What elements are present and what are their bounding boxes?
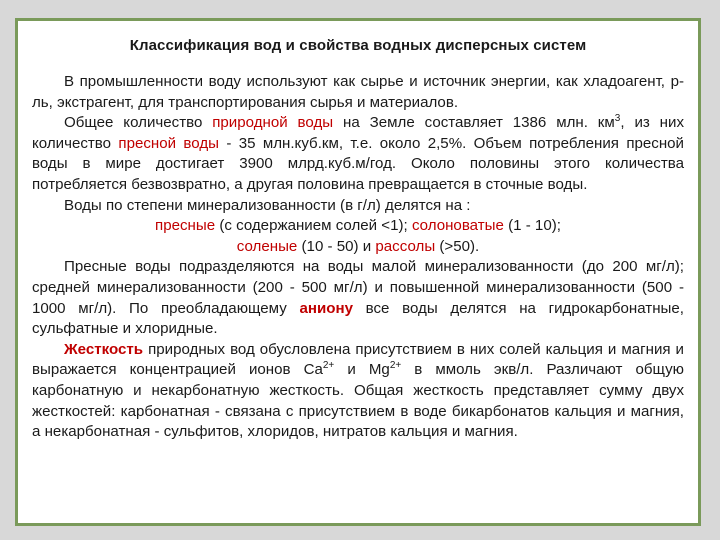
slide-frame [15, 18, 701, 526]
brackish-range-text: (1 - 10); [503, 217, 561, 235]
paragraph-water-amount [32, 113, 684, 195]
saline-range-text: (10 - 50) и [297, 237, 376, 255]
fresh-range-text: (с содержанием солей <1); [215, 217, 412, 235]
fresh-subdivision-text-2: все воды делятся на гидрокарбонатные, сульфатные и хлоридные. [32, 299, 684, 338]
line-saline-brine [32, 237, 684, 258]
brackish-term: солоноватые [411, 217, 504, 235]
line-fresh-brackish [32, 216, 684, 237]
brine-term: рассолы [375, 237, 436, 255]
water-amount-text-1: Общее количество [64, 114, 213, 132]
hardness-text-3: в ммоль экв/л. Различают общую карбонатную и некарбонатную жесткость. Общая жесткость представляет сумму двух жесткостей: карбонатная - связана с присутствием в воде бикарбонатов кальция и магния, а некарбонатная - сульфитов, хлоридов, нитратов кальция и магния. [32, 361, 684, 441]
paragraph-fresh-subdivision [32, 257, 684, 339]
paragraph-mineralization-intro [32, 196, 684, 217]
paragraph-hardness [32, 340, 684, 443]
fresh-subdivision-text-1: Пресные воды подразделяются на воды малой минерализованности (до 200 мг/л); средней минерализованности (200 - 500 мг/л) и повышенной минерализованности (500 - 1000 мг/л). По преобладающему [32, 258, 684, 317]
paragraph-industry-use-text: В промышленности воду используют как сырье и источник энергии, как хладоагент, р-ль, экстрагент, для транспортирования сырья и материалов. [32, 73, 684, 111]
slide-title: Классификация вод и свойства водных дисперсных систем [129, 37, 587, 54]
water-amount-text-2: на Земле составляет 1386 млн. км [333, 114, 615, 132]
mineralization-intro-text: Воды по степени минерализованности (в г/л) делятся на : [64, 196, 471, 214]
water-amount-text-4: - 35 млн.куб.км, т.е. около 2,5%. Объем потребления пресной воды в мире достигает 3900 млрд.куб.м/год. Около половины этого количества потребляется безвозвратно, а другая половина превращается в сточные воды. [32, 134, 684, 193]
saline-term: соленые [236, 237, 298, 255]
paragraph-industry-use [32, 72, 684, 113]
mg-charge-superscript: 2+ [389, 360, 402, 372]
fresh-water-highlight: пресной воды [118, 134, 219, 152]
natural-water-highlight: природной воды [212, 114, 334, 132]
km3-superscript: 3 [614, 113, 621, 125]
hardness-text-1: природных вод обусловлена присутствием в них солей кальция и магния и выражается концентрацией ионов Ca [32, 340, 684, 379]
hardness-term: Жесткость [64, 340, 144, 358]
ca-charge-superscript: 2+ [322, 360, 335, 372]
brine-range-text: (>50). [435, 237, 480, 255]
water-amount-text-3: , из них количество [32, 114, 684, 152]
fresh-term: пресные [155, 217, 216, 235]
anion-highlight: аниону [299, 299, 353, 317]
hardness-text-2: и Mg [334, 361, 390, 379]
